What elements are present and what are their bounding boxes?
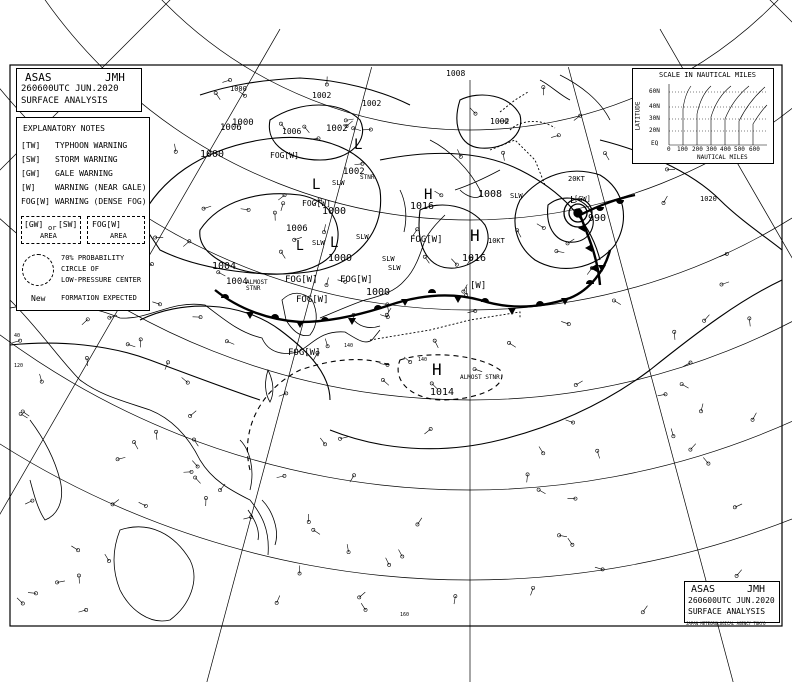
system-note: 20KT [568,175,585,183]
pressure-system-1016-a: 1016 [462,253,487,264]
legend-code: [W] [21,183,36,192]
grid-label: 140 [418,357,428,363]
system-note: ALMOST STNR [460,374,500,381]
grid-label: 140 [344,343,354,349]
legend-code: [GW] [21,169,41,178]
fog-warning: FOG[W] [296,295,329,305]
scale-x-label: 400 [720,146,731,153]
isobar-label: 1002 [490,117,510,126]
header-datetime: 260600UTC JUN.2020 [21,84,119,94]
isobar-label: 1020 [700,195,717,203]
pressure-system-1008: 1008 [478,189,503,200]
isobar-label: 1004 [226,277,248,287]
legend-fog: FOG[W] [92,220,121,229]
pressure-system-1002-b: 1002 [326,124,348,134]
legend-fog-area-label: AREA [110,232,127,240]
legend-new-label: New [31,294,46,303]
system-note: STNR [360,174,375,181]
isobar-label: 1000 [232,118,254,128]
legend-or: or [48,224,57,232]
isobar-label: 1002 [312,91,332,100]
pressure-system-990: 990 [588,213,607,224]
fog-warning: FOG[W] [410,235,443,245]
isobar-label: 1008 [446,69,466,78]
high-center-marker: H [470,226,480,245]
legend-code: FOG[W] [21,197,50,206]
pressure-system-1000-b: 1000 [328,253,353,264]
pressure-system-1014: 1014 [430,387,455,398]
isobar-label: 1004 [212,261,237,272]
legend-probability-circle [22,254,54,286]
grid-label: 120 [14,363,24,369]
pressure-system-1016-b: 1016 [410,201,435,212]
legend-text: STORM WARNING [55,155,118,164]
footer-product: SURFACE ANALYSIS [688,607,766,616]
scale-x-label: 300 [706,146,717,153]
high-center-marker: H [432,360,442,379]
scale-axis-label: LATITUDE [634,101,642,131]
scale-x-label: 200 [692,146,703,153]
footer-box [684,581,780,623]
legend-circle-line: 70% PROBABILITY [61,254,125,262]
legend-title: EXPLANATORY NOTES [23,124,105,133]
legend-new-text: FORMATION EXPECTED [61,294,137,302]
footer-datetime: 260600UTC JUN.2020 [688,596,775,605]
low-center-marker: L [296,239,304,254]
header-agency: ASAS [25,71,52,84]
near-gale-warning: [W] [470,281,487,291]
low-center-marker: L [312,177,321,193]
system-note: SLW [510,192,523,200]
scale-lat-label: EQ [651,140,659,147]
scale-lat-label: 20N [649,127,660,134]
pressure-system-1006: 1006 [286,224,308,234]
footer-office: JMH [747,584,766,595]
system-note: SLW [332,179,345,187]
footer-agency: ASAS [691,584,716,595]
legend-fog-area [87,216,145,244]
legend-text: WARNING (NEAR GALE) [55,183,147,192]
scale-x-label: 600 [749,146,760,153]
grid-label: 160 [400,612,410,618]
low-center-marker: L [570,195,577,206]
fog-warning: FOG[W] [288,348,321,358]
header-product: SURFACE ANALYSIS [21,96,108,106]
low-center-marker: L [330,235,339,251]
system-note: SLW [356,233,369,241]
pressure-system-1000-a: 1000 [322,206,347,217]
legend-text: GALE WARNING [55,169,113,178]
legend-text: WARNING (DENSE FOG) [55,197,147,206]
scale-x-label: 0 [667,146,671,153]
legend-gw: [GW] [24,220,44,229]
low-center-marker: L [354,137,363,153]
scale-x-label: 500 [734,146,745,153]
scale-x-label: 100 [677,146,688,153]
fog-warning: FOG[W] [340,275,373,285]
isobar-label: 1000 [230,85,247,93]
scale-box [632,68,774,164]
header-office: JMH [105,71,125,84]
isobar-label: 1002 [362,99,382,108]
scale-lat-label: 30N [649,115,660,122]
header-box [16,68,142,112]
legend-code: [TW] [21,141,41,150]
pressure-system-1000-c: 1000 [366,287,391,298]
legend-area-label: AREA [40,232,57,240]
misc-label: ALMOST STNR [246,279,268,292]
legend-code: [SW] [21,155,41,164]
legend-box [16,117,150,311]
scale-lat-label: 40N [649,103,660,110]
high-center-marker: H [424,187,433,203]
pressure-system-1002: 1002 [343,167,365,177]
system-note: 10KT [488,237,505,245]
legend-text: TYPHOON WARNING [55,141,128,150]
legend-circle-line: LOW-PRESSURE CENTER [61,276,142,284]
scale-x-title: NAUTICAL MILES [697,154,748,161]
scale-title: SCALE IN NAUTICAL MILES [659,71,756,79]
system-note: SLW [388,264,401,272]
legend-circle-line: CIRCLE OF [61,265,99,273]
gale-warning: [GW] [574,195,591,203]
fog-warning: FOG[W] [285,275,318,285]
legend-gw-sw-area [21,216,81,244]
isobar-label: 1006 [220,123,242,133]
system-note: SLW [312,239,325,247]
fog-warning: FOG[W] [302,199,331,208]
legend-sw: [SW] [58,220,78,229]
grid-label: 40 [14,333,21,339]
scale-lat-label: 60N [649,88,660,95]
isobar-label: 1000 [200,149,225,160]
footer-credit: JAPAN METEOROLOGICAL AGENCY TOKYO [686,621,766,626]
system-note: SLW [382,255,395,263]
fog-warning: FOG[W] [270,151,299,160]
isobar-label: 1006 [282,127,302,136]
